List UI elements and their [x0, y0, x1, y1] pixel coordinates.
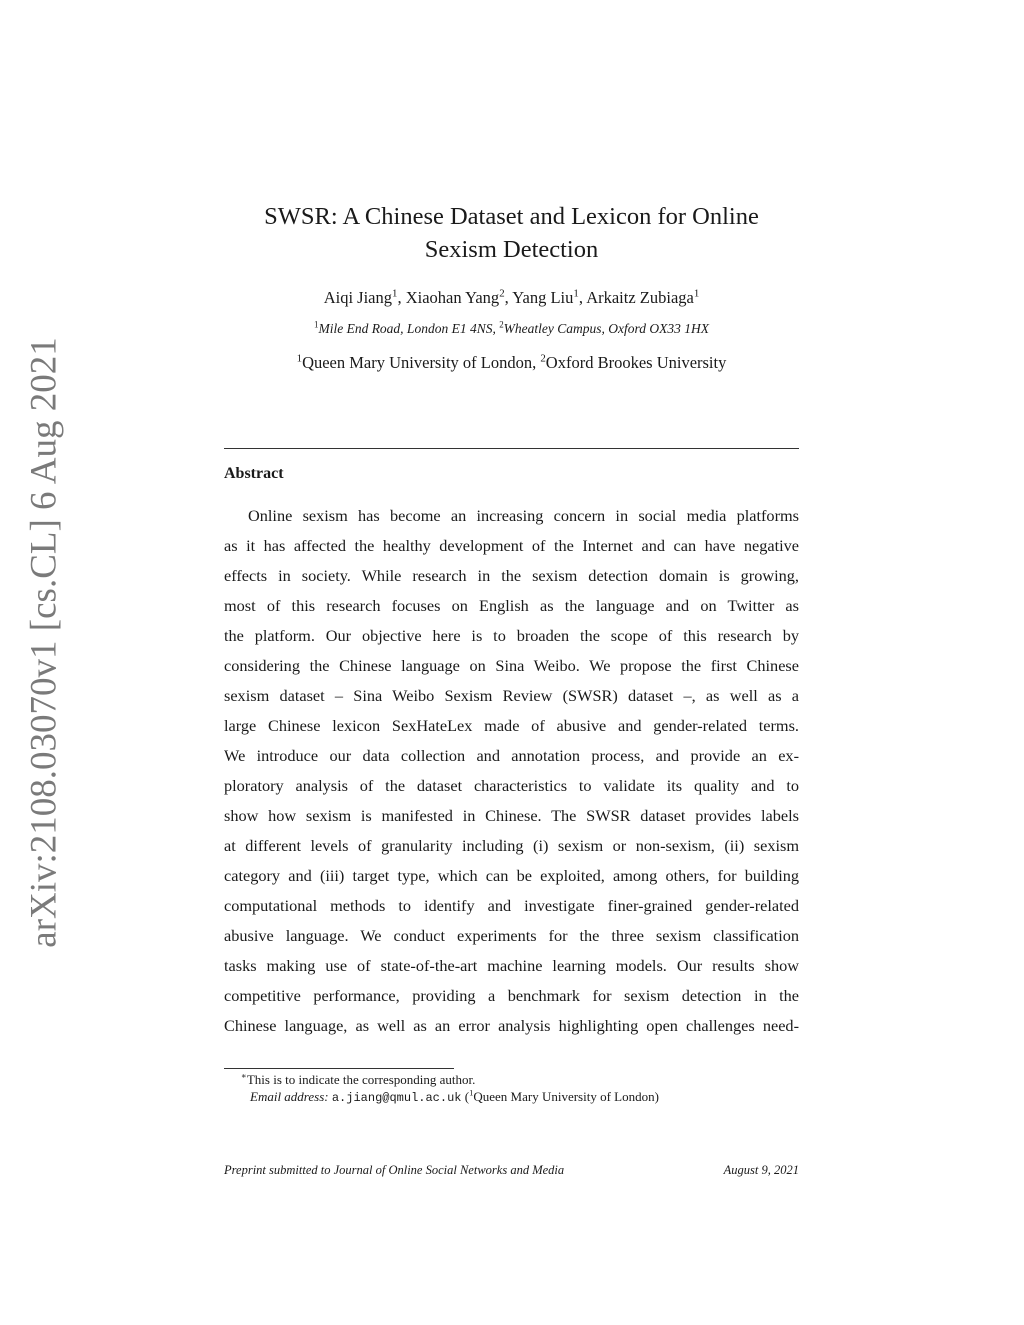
author-name: Xiaohan Yang — [405, 288, 500, 307]
abstract-line: at different levels of granularity including (i) sexism or non-sexism, (ii) sexism — [224, 836, 799, 855]
abstract-line: effects in society. While research in the sexism detection domain is growing, — [224, 566, 799, 585]
author-list: Aiqi Jiang$^1$, Xiaohan Yang$^2$, Yang Liu$^1$, Arkaitz Zubiaga$^1$ — [323, 287, 700, 307]
abstract-line: abusive language. We conduct experiments for the three sexism classification — [224, 926, 799, 945]
author-name: Aiqi Jiang — [323, 288, 392, 307]
abstract-line: Online sexism has become an increasing concern in social media platforms — [248, 506, 799, 525]
abstract-heading: Abstract — [224, 465, 284, 482]
author-addresses — [224, 321, 799, 337]
abstract-line: show how sexism is manifested in Chinese. The SWSR dataset provides labels — [224, 806, 799, 825]
email-note-mark: 1 — [469, 1087, 474, 1098]
abstract-line: We introduce our data collection and annotation process, and provide an ex- — [224, 746, 799, 765]
abstract-line: ploratory analysis of the dataset characteristics to validate its quality and to — [224, 776, 799, 795]
email-note-open: ( — [464, 1089, 470, 1104]
preprint-notice: Preprint submitted to Journal of Online Social Networks and Media — [224, 1163, 565, 1177]
email-address-link[interactable]: a.jiang@qmul.ac.uk — [331, 1091, 462, 1105]
arxiv-identifier-text: arXiv:2108.03070v1 [cs.CL] 6 Aug 2021 — [23, 337, 65, 948]
author-name: Yang Liu — [512, 288, 574, 307]
address-mark: 2 — [499, 319, 504, 330]
author-affiliation-mark: 1 — [693, 287, 700, 300]
abstract-line: tasks making use of state-of-the-art machine learning models. Our results show — [224, 956, 799, 975]
abstract-line: competitive performance, providing a benchmark for sexism detection in the — [224, 986, 799, 1005]
abstract-top-rule — [224, 448, 799, 449]
affiliation-1: Queen Mary University of London, — [302, 353, 537, 372]
paper-title-line-1: SWSR: A Chinese Dataset and Lexicon for Online — [264, 203, 759, 230]
affiliation-mark: 2 — [540, 352, 546, 365]
abstract-body — [224, 501, 799, 1041]
affiliation-mark: 1 — [296, 352, 303, 365]
abstract-line: the platform. Our objective here is to broaden the scope of this research by — [224, 626, 799, 645]
address-2: Wheatley Campus, Oxford OX33 1HX — [503, 321, 709, 336]
footnote-marker: ∗ — [241, 1070, 247, 1081]
affiliation-2: Oxford Brookes University — [545, 353, 727, 372]
email-label: Email address: — [250, 1089, 329, 1104]
abstract-line: category and (iii) target type, which can be exploited, among others, for building — [224, 866, 799, 885]
abstract-line: as it has affected the healthy development of the Internet and can have negative — [224, 536, 799, 555]
abstract-line: considering the Chinese language on Sina Weibo. We propose the first Chinese — [224, 656, 799, 675]
author-affiliation-mark: 1 — [573, 287, 579, 300]
footnote-corresponding-text: This is to indicate the corresponding author. — [246, 1072, 476, 1087]
paper-title — [224, 200, 799, 266]
arxiv-identifier-stamp — [14, 337, 74, 948]
abstract-line: computational methods to identify and investigate finer-grained gender-related — [224, 896, 799, 915]
author-affiliation-mark: 1 — [392, 287, 398, 300]
paper-title-line-2: Sexism Detection — [424, 236, 599, 263]
abstract-line: most of this research focuses on English as the language and on Twitter as — [224, 596, 799, 615]
author-name: Arkaitz Zubiaga — [586, 288, 694, 307]
abstract-line: large Chinese lexicon SexHateLex made of abusive and gender-related terms. — [224, 716, 799, 735]
preprint-date: August 9, 2021 — [723, 1163, 799, 1177]
abstract-line: sexism dataset – Sina Weibo Sexism Review (SWSR) dataset –, as well as a — [224, 686, 799, 705]
author-affiliations — [224, 353, 799, 373]
author-affiliation-mark: 2 — [499, 287, 505, 300]
footnote-rule — [224, 1068, 454, 1069]
footnote-corresponding-author — [241, 1072, 475, 1088]
email-note-text: Queen Mary University of London) — [473, 1089, 659, 1104]
address-mark: 1 — [314, 319, 319, 330]
footnote-email — [250, 1089, 659, 1105]
address-1: Mile End Road, London E1 4NS, — [318, 321, 496, 336]
abstract-line: Chinese language, as well as an error analysis highlighting open challenges need- — [224, 1016, 799, 1035]
